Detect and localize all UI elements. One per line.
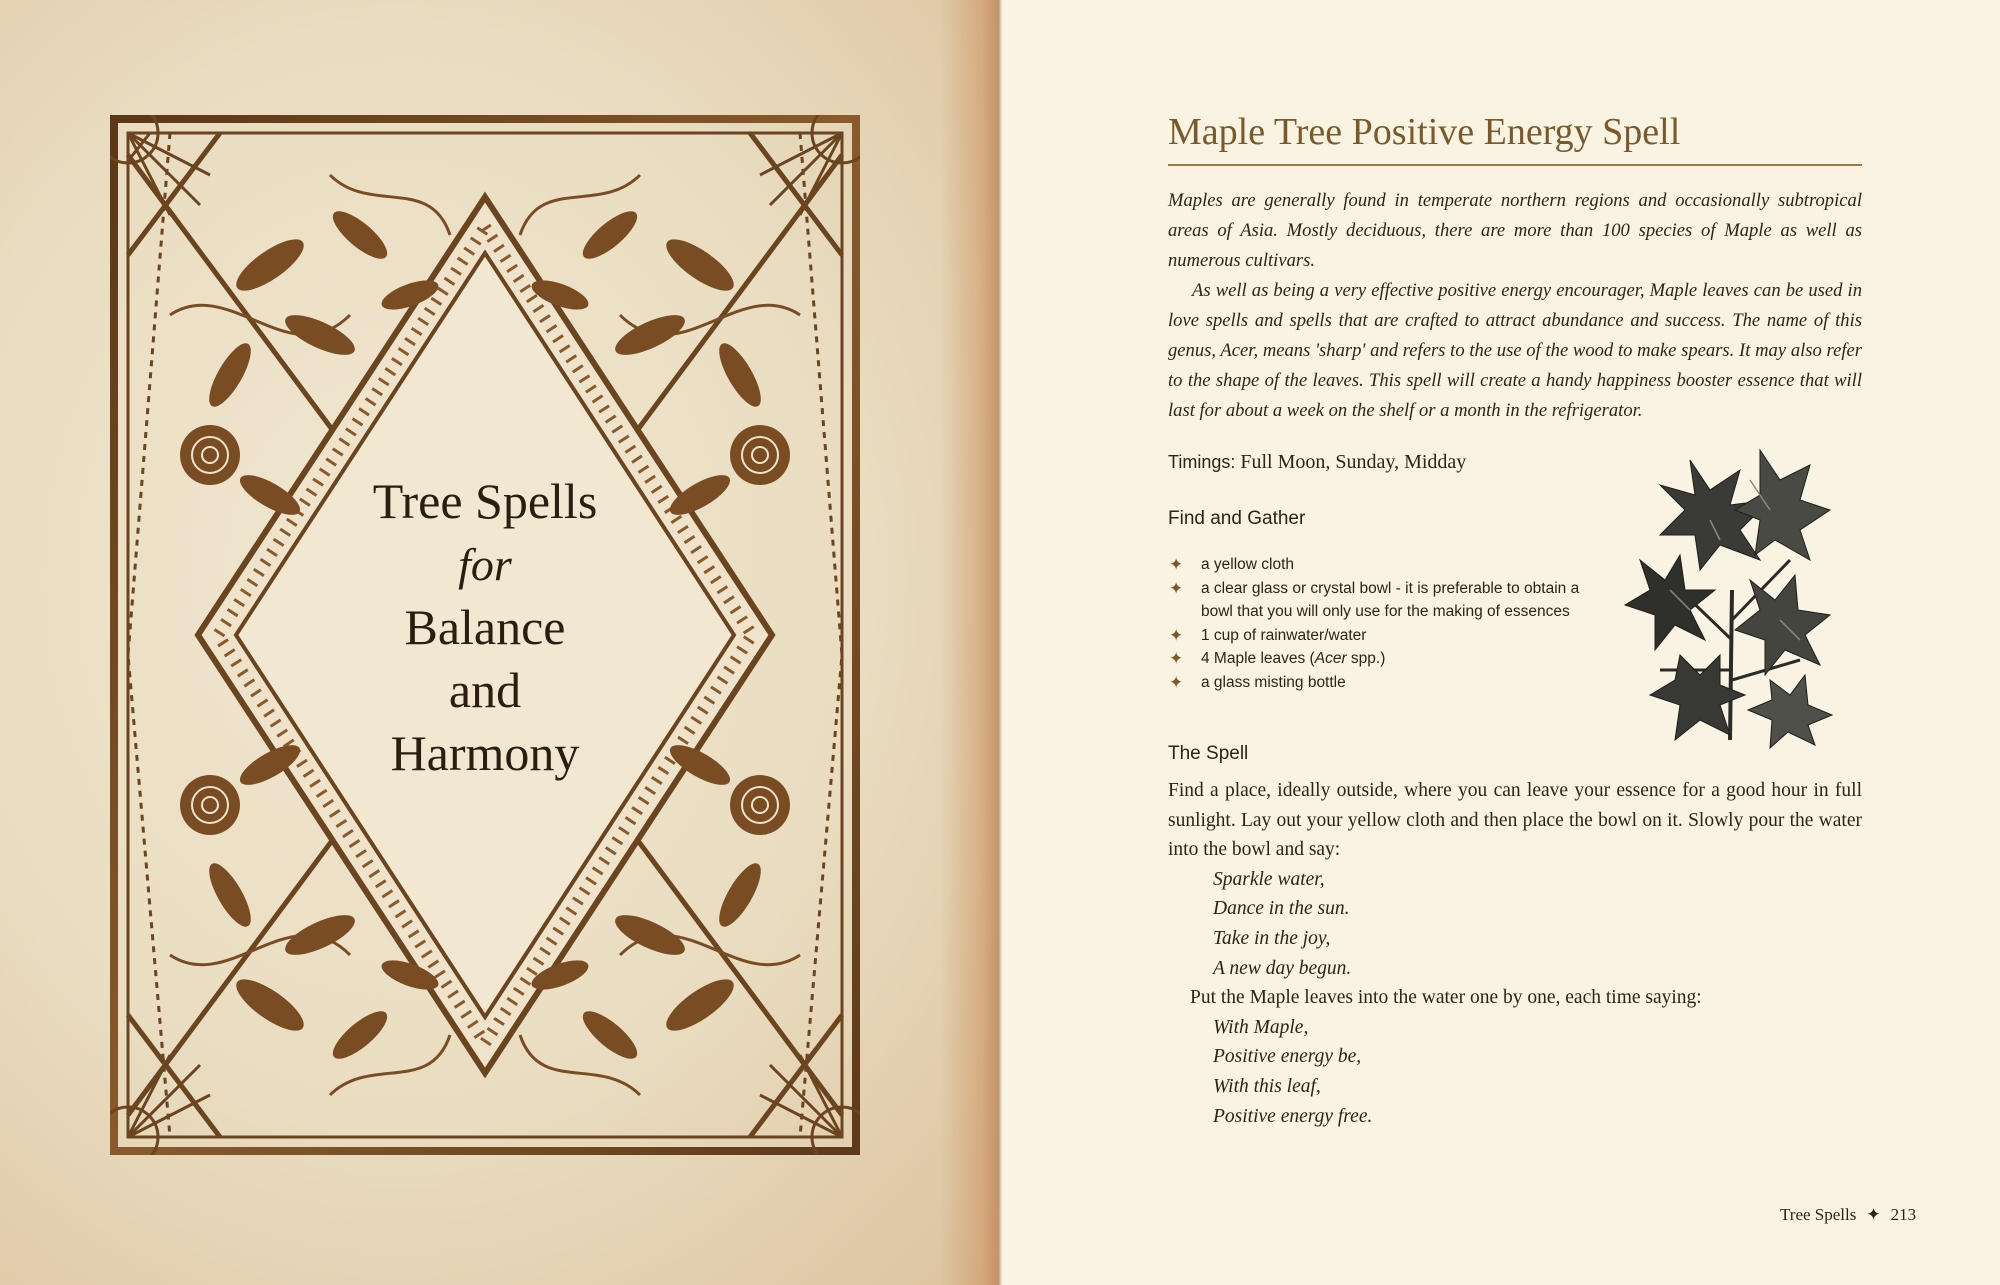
intro-paragraph: Maples are generally found in temperate northern regions and occasionally subtropical areas of Asia. Mostly deciduous, there are more than 100 species of Maple as well as numerous cultivars. <box>1168 190 1862 271</box>
the-spell-heading: The Spell <box>1168 743 1249 764</box>
list-item-italic: Acer <box>1314 650 1347 668</box>
list-item-text: a clear glass or crystal bowl - it is preferable to obtain a bowl that you will only use for the making of essences <box>1201 579 1580 621</box>
list-item-text: a yellow cloth <box>1201 556 1295 573</box>
list-item <box>1168 553 1588 577</box>
list-item <box>1168 647 1588 671</box>
list-item-text: 1 cup of rainwater/water <box>1201 626 1367 644</box>
maple-branch-illustration <box>1620 440 1840 750</box>
spell-body <box>1168 776 1862 1131</box>
list-item <box>1168 624 1588 648</box>
ingredients-list <box>1168 553 1588 695</box>
verse-line: Positive energy free. <box>1213 1105 1373 1127</box>
page-footer <box>1780 1205 1916 1225</box>
star-separator-icon: ✦ <box>1866 1205 1881 1224</box>
verse-line: With Maple, <box>1213 1016 1309 1038</box>
page-number: 213 <box>1890 1205 1917 1224</box>
star-bullet-icon: ✦ <box>1169 625 1184 645</box>
find-and-gather-heading: Find and Gather <box>1168 508 1306 529</box>
verse-line: A new day begun. <box>1213 957 1352 979</box>
star-bullet-icon: ✦ <box>1169 578 1184 598</box>
section-title-line: and <box>448 662 522 718</box>
timings-value: Full Moon, Sunday, Midday <box>1240 451 1467 473</box>
list-item <box>1168 671 1588 695</box>
intro-paragraph: As well as being a very effective positive energy encourager, Maple leaves can be used in love spells and spells that are crafted to attract abundance and success. The name of this genus, Acer, means 'sharp' and refers to the use of the wood to make spears. It may also refer to the shape of the leaves. This spell will create a handy happiness booster essence that will last for about a week on the shelf or a month in the refrigerator. <box>1168 280 1862 421</box>
verse-line: Sparkle water, <box>1213 868 1325 890</box>
intro-text <box>1168 186 1862 426</box>
verse-line: Dance in the sun. <box>1213 898 1350 920</box>
list-item <box>1168 577 1588 624</box>
spell-paragraph: Put the Maple leaves into the water one by one, each time saying: <box>1190 987 1702 1009</box>
star-bullet-icon: ✦ <box>1169 672 1184 692</box>
star-bullet-icon: ✦ <box>1169 555 1184 574</box>
section-title-line: Tree Spells <box>372 473 598 529</box>
section-title-line: for <box>458 539 512 590</box>
star-bullet-icon: ✦ <box>1169 649 1184 669</box>
list-item-text: 4 Maple leaves ( <box>1201 650 1315 668</box>
section-title-line: Harmony <box>390 725 580 781</box>
section-title-line: Balance <box>404 599 566 655</box>
spell-paragraph: Find a place, ideally outside, where you can leave your essence for a good hour in full sunlight. Lay out your yellow cloth and then place the bowl on it. Slowly pour the water into the bowl and say: <box>1168 780 1862 861</box>
footer-section-name: Tree Spells <box>1780 1205 1857 1224</box>
section-title <box>305 470 665 785</box>
spell-title: Maple Tree Positive Energy Spell <box>1168 106 1862 166</box>
timings-label: Timings: <box>1168 452 1236 472</box>
verse-line: Take in the joy, <box>1213 927 1331 949</box>
verse <box>1168 865 1862 983</box>
list-item-text-end: spp.) <box>1346 650 1386 668</box>
timings <box>1168 451 1466 474</box>
verse-line: With this leaf, <box>1213 1075 1321 1097</box>
list-item-text: a glass misting bottle <box>1201 673 1346 691</box>
verse-line: Positive energy be, <box>1213 1046 1362 1068</box>
verse <box>1168 1013 1862 1131</box>
